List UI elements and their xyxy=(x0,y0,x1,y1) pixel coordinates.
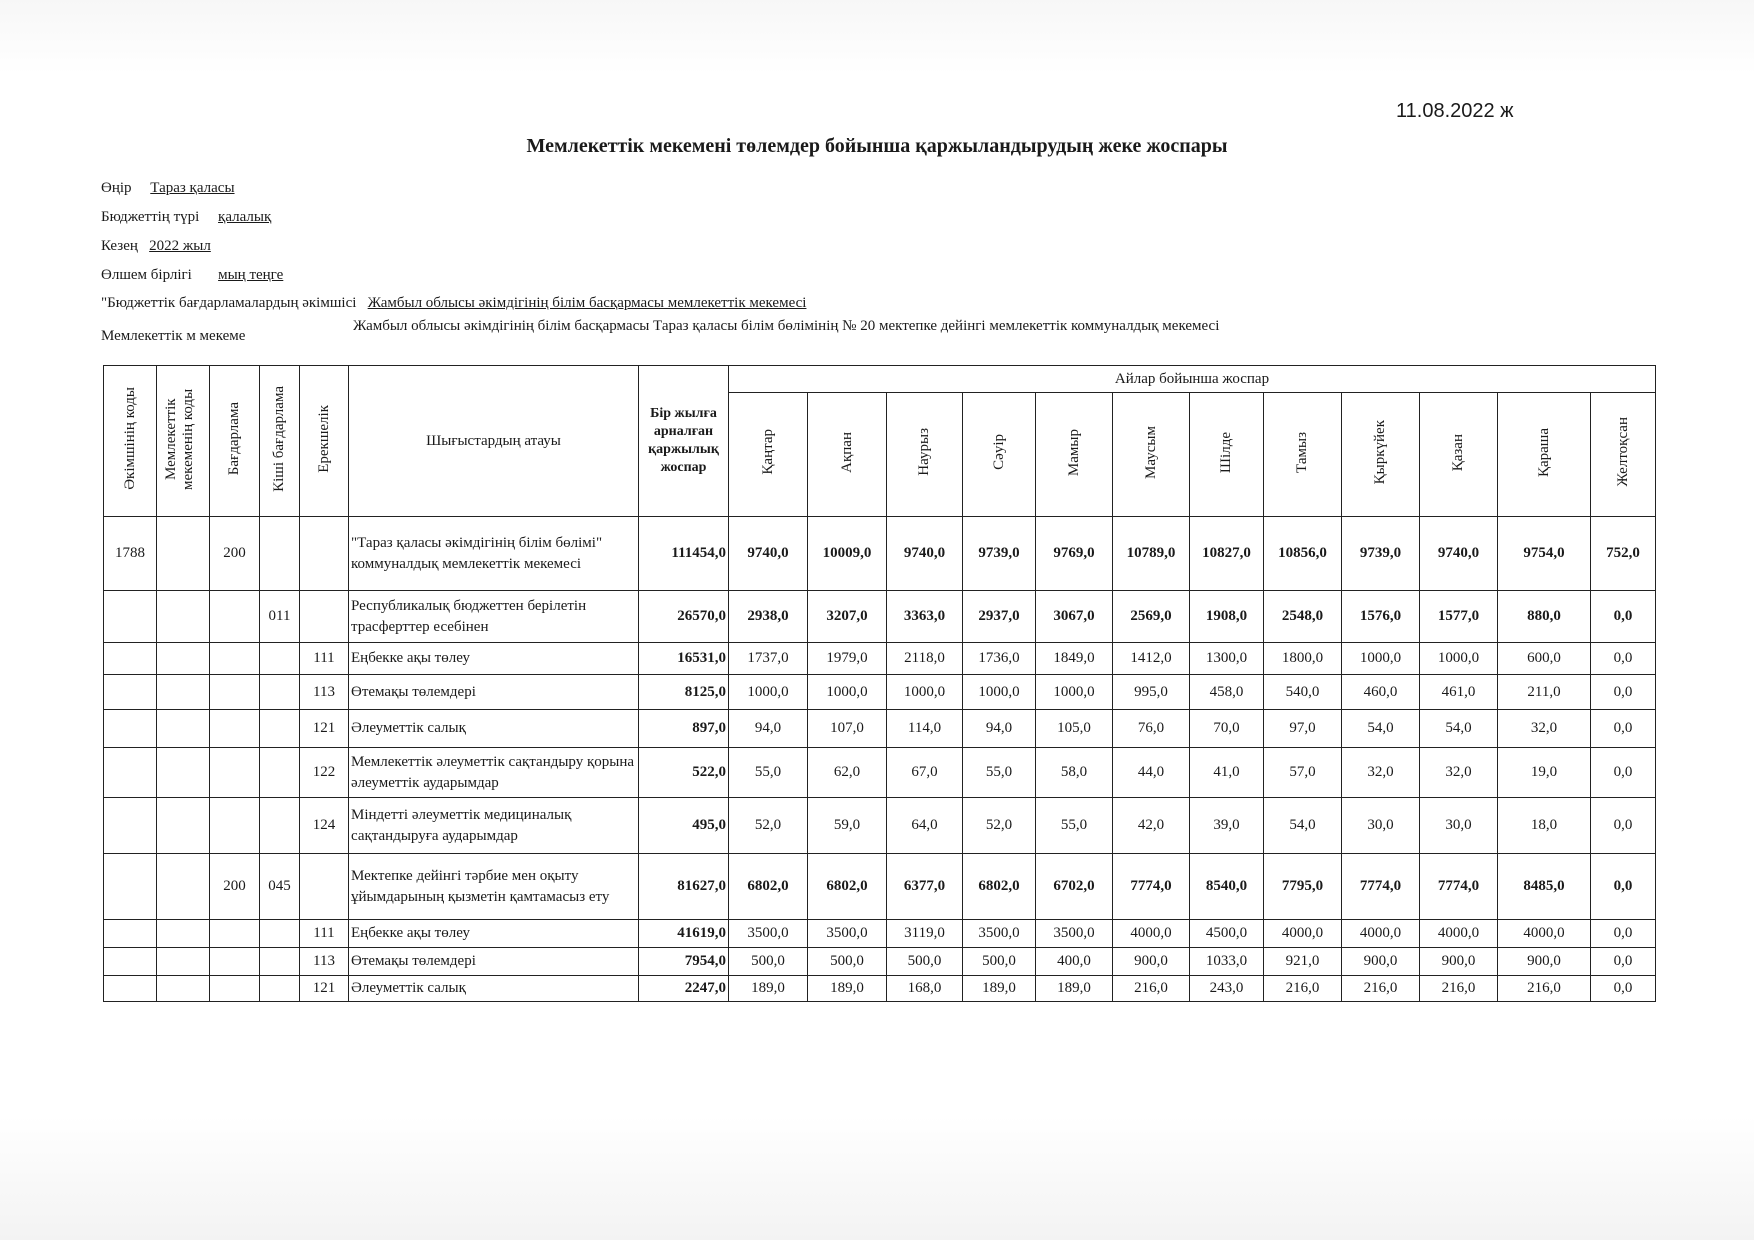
cell-month-7: 921,0 xyxy=(1264,948,1342,976)
cell-month-11: 0,0 xyxy=(1591,854,1656,920)
cell-month-7: 540,0 xyxy=(1264,675,1342,710)
cell-month-6: 1908,0 xyxy=(1190,591,1264,643)
cell-month-2: 114,0 xyxy=(887,710,963,748)
cell-spec xyxy=(300,854,349,920)
header-month-9: Қазан xyxy=(1420,393,1498,517)
cell-admin xyxy=(104,976,157,1002)
cell-prog xyxy=(210,643,260,675)
cell-prog xyxy=(210,675,260,710)
cell-month-9: 9740,0 xyxy=(1420,517,1498,591)
cell-month-8: 4000,0 xyxy=(1342,920,1420,948)
cell-month-8: 54,0 xyxy=(1342,710,1420,748)
cell-month-9: 216,0 xyxy=(1420,976,1498,1002)
cell-annual: 2247,0 xyxy=(639,976,729,1002)
cell-name: Міндетті әлеуметтік медициналық сақтандыруға аударымдар xyxy=(349,798,639,854)
cell-month-1: 59,0 xyxy=(808,798,887,854)
header-annual-plan: Бір жылға арналған қаржылық жоспар xyxy=(639,366,729,517)
header-month-1: Ақпан xyxy=(808,393,887,517)
cell-month-7: 216,0 xyxy=(1264,976,1342,1002)
cell-month-5: 76,0 xyxy=(1113,710,1190,748)
cell-annual: 8125,0 xyxy=(639,675,729,710)
cell-month-9: 54,0 xyxy=(1420,710,1498,748)
cell-month-8: 7774,0 xyxy=(1342,854,1420,920)
cell-month-3: 6802,0 xyxy=(963,854,1036,920)
cell-month-0: 500,0 xyxy=(729,948,808,976)
cell-month-2: 67,0 xyxy=(887,748,963,798)
cell-month-8: 216,0 xyxy=(1342,976,1420,1002)
cell-month-3: 1736,0 xyxy=(963,643,1036,675)
cell-admin xyxy=(104,675,157,710)
cell-month-11: 0,0 xyxy=(1591,675,1656,710)
cell-admin xyxy=(104,591,157,643)
table-row xyxy=(104,948,1656,976)
header-subprogram: Кіші бағдарлама xyxy=(260,366,300,517)
cell-month-7: 10856,0 xyxy=(1264,517,1342,591)
cell-inst xyxy=(157,591,210,643)
cell-name: Өтемақы төлемдері xyxy=(349,675,639,710)
cell-sub xyxy=(260,675,300,710)
cell-month-10: 900,0 xyxy=(1498,948,1591,976)
cell-sub xyxy=(260,976,300,1002)
cell-month-9: 30,0 xyxy=(1420,798,1498,854)
region-label: Өңір xyxy=(101,180,132,196)
cell-prog xyxy=(210,798,260,854)
cell-spec: 121 xyxy=(300,976,349,1002)
cell-spec: 113 xyxy=(300,675,349,710)
cell-month-10: 216,0 xyxy=(1498,976,1591,1002)
cell-inst xyxy=(157,976,210,1002)
budget-type-label: Бюджеттің түрі xyxy=(101,209,200,225)
cell-month-5: 216,0 xyxy=(1113,976,1190,1002)
cell-month-11: 0,0 xyxy=(1591,643,1656,675)
cell-annual: 522,0 xyxy=(639,748,729,798)
cell-month-0: 55,0 xyxy=(729,748,808,798)
cell-month-10: 32,0 xyxy=(1498,710,1591,748)
cell-month-2: 9740,0 xyxy=(887,517,963,591)
cell-month-0: 6802,0 xyxy=(729,854,808,920)
cell-month-0: 189,0 xyxy=(729,976,808,1002)
cell-prog xyxy=(210,948,260,976)
cell-month-5: 10789,0 xyxy=(1113,517,1190,591)
cell-sub xyxy=(260,517,300,591)
header-months-group: Айлар бойынша жоспар xyxy=(729,366,1656,393)
cell-month-4: 105,0 xyxy=(1036,710,1113,748)
cell-month-6: 458,0 xyxy=(1190,675,1264,710)
cell-spec: 122 xyxy=(300,748,349,798)
header-month-2: Наурыз xyxy=(887,393,963,517)
cell-month-5: 42,0 xyxy=(1113,798,1190,854)
cell-admin xyxy=(104,710,157,748)
cell-name: Мектепке дейінгі тәрбие мен оқыту ұйымдарының қызметін қамтамасыз ету xyxy=(349,854,639,920)
cell-month-5: 900,0 xyxy=(1113,948,1190,976)
cell-month-6: 1033,0 xyxy=(1190,948,1264,976)
cell-month-4: 6702,0 xyxy=(1036,854,1113,920)
cell-sub xyxy=(260,920,300,948)
cell-month-10: 211,0 xyxy=(1498,675,1591,710)
cell-month-11: 0,0 xyxy=(1591,920,1656,948)
cell-month-3: 189,0 xyxy=(963,976,1036,1002)
header-month-7: Тамыз xyxy=(1264,393,1342,517)
cell-admin xyxy=(104,798,157,854)
cell-annual: 81627,0 xyxy=(639,854,729,920)
cell-month-3: 500,0 xyxy=(963,948,1036,976)
cell-sub xyxy=(260,948,300,976)
cell-month-0: 1737,0 xyxy=(729,643,808,675)
cell-month-2: 500,0 xyxy=(887,948,963,976)
cell-prog xyxy=(210,748,260,798)
cell-month-4: 58,0 xyxy=(1036,748,1113,798)
cell-name: Еңбекке ақы төлеу xyxy=(349,920,639,948)
cell-month-6: 10827,0 xyxy=(1190,517,1264,591)
cell-month-1: 3207,0 xyxy=(808,591,887,643)
cell-sub xyxy=(260,710,300,748)
cell-month-1: 500,0 xyxy=(808,948,887,976)
table-row xyxy=(104,798,1656,854)
cell-month-6: 243,0 xyxy=(1190,976,1264,1002)
header-month-6: Шілде xyxy=(1190,393,1264,517)
document-title: Мемлекеттік мекемені төлемдер бойынша қаржыландырудың жеке жоспары xyxy=(526,135,1228,157)
cell-admin xyxy=(104,948,157,976)
cell-month-6: 41,0 xyxy=(1190,748,1264,798)
cell-month-4: 9769,0 xyxy=(1036,517,1113,591)
cell-inst xyxy=(157,710,210,748)
cell-spec: 121 xyxy=(300,710,349,748)
cell-month-7: 2548,0 xyxy=(1264,591,1342,643)
cell-month-9: 1000,0 xyxy=(1420,643,1498,675)
cell-month-11: 0,0 xyxy=(1591,798,1656,854)
cell-month-11: 0,0 xyxy=(1591,591,1656,643)
cell-month-5: 2569,0 xyxy=(1113,591,1190,643)
admin-value: Жамбыл облысы әкімдігінің білім басқармасы мемлекеттік мекемесі xyxy=(367,295,807,311)
cell-month-2: 1000,0 xyxy=(887,675,963,710)
cell-prog xyxy=(210,976,260,1002)
cell-month-1: 62,0 xyxy=(808,748,887,798)
cell-month-7: 1800,0 xyxy=(1264,643,1342,675)
cell-inst xyxy=(157,798,210,854)
cell-month-0: 1000,0 xyxy=(729,675,808,710)
table-row xyxy=(104,517,1656,591)
cell-name: "Тараз қаласы әкімдігінің білім бөлімі" коммуналдық мемлекеттік мекемесі xyxy=(349,517,639,591)
period-value: 2022 жыл xyxy=(149,238,211,254)
cell-inst xyxy=(157,920,210,948)
cell-month-0: 94,0 xyxy=(729,710,808,748)
cell-inst xyxy=(157,643,210,675)
cell-month-2: 6377,0 xyxy=(887,854,963,920)
cell-admin xyxy=(104,854,157,920)
cell-annual: 26570,0 xyxy=(639,591,729,643)
cell-name: Әлеуметтік салық xyxy=(349,710,639,748)
cell-spec: 113 xyxy=(300,948,349,976)
cell-month-4: 400,0 xyxy=(1036,948,1113,976)
cell-month-10: 8485,0 xyxy=(1498,854,1591,920)
cell-month-4: 1849,0 xyxy=(1036,643,1113,675)
cell-annual: 495,0 xyxy=(639,798,729,854)
cell-spec: 124 xyxy=(300,798,349,854)
table-row xyxy=(104,976,1656,1002)
cell-month-9: 32,0 xyxy=(1420,748,1498,798)
cell-month-7: 7795,0 xyxy=(1264,854,1342,920)
header-month-5: Маусым xyxy=(1113,393,1190,517)
unit-label: Өлшем бірлігі xyxy=(101,267,192,283)
cell-month-7: 54,0 xyxy=(1264,798,1342,854)
cell-month-9: 4000,0 xyxy=(1420,920,1498,948)
cell-month-11: 0,0 xyxy=(1591,710,1656,748)
cell-month-0: 52,0 xyxy=(729,798,808,854)
table-row xyxy=(104,710,1656,748)
period-label: Кезең xyxy=(101,238,138,254)
table-row xyxy=(104,748,1656,798)
document-date: 11.08.2022 ж xyxy=(1396,100,1514,122)
cell-month-10: 18,0 xyxy=(1498,798,1591,854)
cell-spec: 111 xyxy=(300,643,349,675)
header-month-3: Сәуір xyxy=(963,393,1036,517)
cell-month-3: 1000,0 xyxy=(963,675,1036,710)
cell-spec: 111 xyxy=(300,920,349,948)
cell-inst xyxy=(157,517,210,591)
cell-month-6: 39,0 xyxy=(1190,798,1264,854)
cell-month-3: 3500,0 xyxy=(963,920,1036,948)
table-row xyxy=(104,920,1656,948)
cell-month-2: 2118,0 xyxy=(887,643,963,675)
region-value: Тараз қаласы xyxy=(150,180,235,196)
cell-month-3: 2937,0 xyxy=(963,591,1036,643)
cell-sub: 045 xyxy=(260,854,300,920)
cell-name: Еңбекке ақы төлеу xyxy=(349,643,639,675)
cell-month-11: 0,0 xyxy=(1591,948,1656,976)
admin-line xyxy=(101,295,806,312)
cell-prog xyxy=(210,591,260,643)
cell-month-2: 168,0 xyxy=(887,976,963,1002)
cell-annual: 897,0 xyxy=(639,710,729,748)
cell-annual: 7954,0 xyxy=(639,948,729,976)
institution-value-line xyxy=(353,318,1219,335)
cell-inst xyxy=(157,948,210,976)
cell-month-6: 70,0 xyxy=(1190,710,1264,748)
cell-name: Өтемақы төлемдері xyxy=(349,948,639,976)
cell-month-4: 189,0 xyxy=(1036,976,1113,1002)
cell-month-9: 7774,0 xyxy=(1420,854,1498,920)
cell-month-11: 752,0 xyxy=(1591,517,1656,591)
table-row xyxy=(104,854,1656,920)
header-month-8: Қыркүйек xyxy=(1342,393,1420,517)
header-month-11: Желтоқсан xyxy=(1591,393,1656,517)
cell-month-8: 1000,0 xyxy=(1342,643,1420,675)
header-month-0: Қаңтар xyxy=(729,393,808,517)
header-program: Бағдарлама xyxy=(210,366,260,517)
cell-name: Республикалық бюджеттен берілетін трасферттер есебінен xyxy=(349,591,639,643)
cell-month-6: 4500,0 xyxy=(1190,920,1264,948)
cell-month-3: 52,0 xyxy=(963,798,1036,854)
cell-month-7: 57,0 xyxy=(1264,748,1342,798)
cell-name: Әлеуметтік салық xyxy=(349,976,639,1002)
cell-month-5: 44,0 xyxy=(1113,748,1190,798)
cell-month-10: 880,0 xyxy=(1498,591,1591,643)
cell-month-10: 4000,0 xyxy=(1498,920,1591,948)
cell-month-1: 1979,0 xyxy=(808,643,887,675)
table-row xyxy=(104,643,1656,675)
cell-prog xyxy=(210,710,260,748)
cell-annual: 16531,0 xyxy=(639,643,729,675)
cell-month-9: 461,0 xyxy=(1420,675,1498,710)
cell-month-3: 94,0 xyxy=(963,710,1036,748)
cell-month-11: 0,0 xyxy=(1591,976,1656,1002)
cell-month-9: 1577,0 xyxy=(1420,591,1498,643)
table-row xyxy=(104,591,1656,643)
cell-month-4: 55,0 xyxy=(1036,798,1113,854)
cell-month-1: 6802,0 xyxy=(808,854,887,920)
cell-spec xyxy=(300,517,349,591)
cell-month-9: 900,0 xyxy=(1420,948,1498,976)
cell-annual: 111454,0 xyxy=(639,517,729,591)
cell-inst xyxy=(157,675,210,710)
cell-month-0: 2938,0 xyxy=(729,591,808,643)
cell-month-5: 995,0 xyxy=(1113,675,1190,710)
period-line xyxy=(101,238,211,255)
region-line xyxy=(101,180,235,197)
cell-month-8: 460,0 xyxy=(1342,675,1420,710)
cell-admin xyxy=(104,748,157,798)
cell-spec xyxy=(300,591,349,643)
cell-annual: 41619,0 xyxy=(639,920,729,948)
cell-month-8: 9739,0 xyxy=(1342,517,1420,591)
cell-month-0: 9740,0 xyxy=(729,517,808,591)
plan-body xyxy=(104,517,1656,1002)
cell-month-3: 9739,0 xyxy=(963,517,1036,591)
cell-month-6: 1300,0 xyxy=(1190,643,1264,675)
header-admin-code: Әкімшінің коды xyxy=(104,366,157,517)
cell-prog xyxy=(210,920,260,948)
cell-sub: 011 xyxy=(260,591,300,643)
cell-sub xyxy=(260,643,300,675)
cell-month-1: 10009,0 xyxy=(808,517,887,591)
cell-month-10: 19,0 xyxy=(1498,748,1591,798)
cell-month-11: 0,0 xyxy=(1591,748,1656,798)
cell-month-4: 1000,0 xyxy=(1036,675,1113,710)
cell-name: Мемлекеттік әлеуметтік сақтандыру қорына әлеуметтік аударымдар xyxy=(349,748,639,798)
cell-month-0: 3500,0 xyxy=(729,920,808,948)
cell-admin: 1788 xyxy=(104,517,157,591)
cell-month-6: 8540,0 xyxy=(1190,854,1264,920)
header-inst-code: Мемлекеттік мекеменің коды xyxy=(157,366,210,517)
cell-month-5: 1412,0 xyxy=(1113,643,1190,675)
cell-month-3: 55,0 xyxy=(963,748,1036,798)
cell-sub xyxy=(260,798,300,854)
institution-label: Мемлекеттік м мекеме xyxy=(101,328,246,344)
unit-value: мың теңге xyxy=(218,267,284,283)
cell-month-8: 1576,0 xyxy=(1342,591,1420,643)
cell-admin xyxy=(104,920,157,948)
institution-value: Жамбыл облысы әкімдігінің білім басқармасы Тараз қаласы білім бөлімінің № 20 мектепке дейінгі мемлекеттік коммуналдық мекемесі xyxy=(353,318,1220,334)
cell-month-1: 3500,0 xyxy=(808,920,887,948)
header-expense-name: Шығыстардың атауы xyxy=(349,366,639,517)
cell-month-7: 4000,0 xyxy=(1264,920,1342,948)
cell-prog: 200 xyxy=(210,854,260,920)
institution-line xyxy=(101,328,245,345)
cell-sub xyxy=(260,748,300,798)
cell-month-10: 600,0 xyxy=(1498,643,1591,675)
cell-month-2: 3363,0 xyxy=(887,591,963,643)
cell-month-1: 189,0 xyxy=(808,976,887,1002)
cell-month-5: 7774,0 xyxy=(1113,854,1190,920)
unit-line xyxy=(101,267,283,284)
cell-month-7: 97,0 xyxy=(1264,710,1342,748)
budget-type-line xyxy=(101,209,271,226)
cell-month-1: 1000,0 xyxy=(808,675,887,710)
cell-month-2: 64,0 xyxy=(887,798,963,854)
cell-month-8: 900,0 xyxy=(1342,948,1420,976)
cell-month-1: 107,0 xyxy=(808,710,887,748)
admin-label: "Бюджеттік бағдарламалардың әкімшісі xyxy=(101,295,357,311)
cell-month-10: 9754,0 xyxy=(1498,517,1591,591)
header-month-4: Мамыр xyxy=(1036,393,1113,517)
cell-month-8: 30,0 xyxy=(1342,798,1420,854)
cell-month-2: 3119,0 xyxy=(887,920,963,948)
cell-month-4: 3067,0 xyxy=(1036,591,1113,643)
financing-plan-table xyxy=(103,365,1656,1002)
cell-prog: 200 xyxy=(210,517,260,591)
cell-admin xyxy=(104,643,157,675)
table-row xyxy=(104,675,1656,710)
cell-month-5: 4000,0 xyxy=(1113,920,1190,948)
cell-month-8: 32,0 xyxy=(1342,748,1420,798)
cell-inst xyxy=(157,748,210,798)
cell-month-4: 3500,0 xyxy=(1036,920,1113,948)
budget-type-value: қалалық xyxy=(218,209,272,225)
header-month-10: Қараша xyxy=(1498,393,1591,517)
header-specifics: Ерекшелік xyxy=(300,366,349,517)
cell-inst xyxy=(157,854,210,920)
